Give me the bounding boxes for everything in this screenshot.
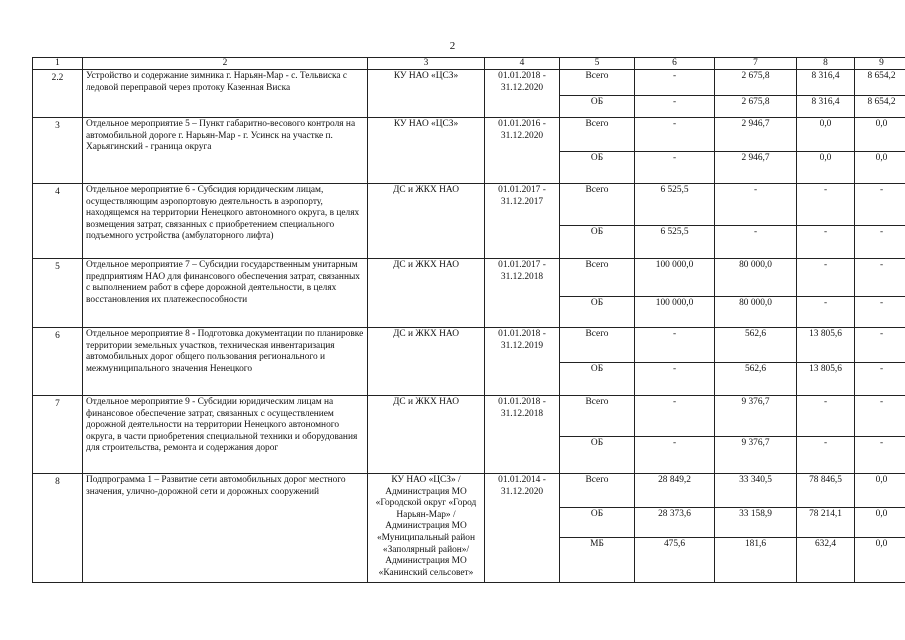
value-col7: 562,6 [715, 328, 797, 363]
funding-source: ОБ [560, 508, 635, 538]
value-col8: 0,0 [797, 118, 855, 152]
row-number: 5 [33, 259, 83, 328]
funding-source: ОБ [560, 152, 635, 184]
table-row [33, 328, 905, 363]
value-col7: 33 340,5 [715, 474, 797, 508]
value-col8: - [797, 259, 855, 297]
header-cell: 7 [715, 58, 797, 70]
value-col6: - [635, 396, 715, 437]
table-row [33, 474, 905, 508]
value-col9: 0,0 [855, 508, 905, 538]
executor: ДС и ЖКХ НАО [368, 396, 485, 474]
header-cell: 5 [560, 58, 635, 70]
period: 01.01.2018 - 31.12.2019 [485, 328, 560, 396]
value-col8: - [797, 396, 855, 437]
value-col6: - [635, 96, 715, 118]
value-col8: 13 805,6 [797, 363, 855, 396]
value-col6: 100 000,0 [635, 297, 715, 328]
value-col9: - [855, 259, 905, 297]
header-cell: 2 [83, 58, 368, 70]
header-cell: 1 [33, 58, 83, 70]
value-col7: 33 158,9 [715, 508, 797, 538]
value-col6: 100 000,0 [635, 259, 715, 297]
header-cell: 3 [368, 58, 485, 70]
row-number: 8 [33, 474, 83, 583]
value-col8: 13 805,6 [797, 328, 855, 363]
header-cell: 4 [485, 58, 560, 70]
value-col7: 2 946,7 [715, 152, 797, 184]
executor: КУ НАО «ЦСЗ» [368, 70, 485, 118]
value-col7: 80 000,0 [715, 297, 797, 328]
table-row [33, 70, 905, 96]
measure-name: Устройство и содержание зимника г. Нарьян-Мар - с. Тельвиска с ледовой переправой через протоку Казенная Виска [83, 70, 368, 118]
value-col6: - [635, 437, 715, 474]
value-col6: - [635, 118, 715, 152]
value-col9: - [855, 363, 905, 396]
value-col7: - [715, 184, 797, 226]
table-row [33, 396, 905, 437]
value-col6: 6 525,5 [635, 184, 715, 226]
funding-source: Всего [560, 118, 635, 152]
period: 01.01.2018 - 31.12.2020 [485, 70, 560, 118]
value-col6: 475,6 [635, 538, 715, 583]
value-col8: 8 316,4 [797, 70, 855, 96]
value-col7: 9 376,7 [715, 396, 797, 437]
funding-source: ОБ [560, 297, 635, 328]
value-col6: - [635, 363, 715, 396]
funding-source: ОБ [560, 437, 635, 474]
period: 01.01.2018 - 31.12.2018 [485, 396, 560, 474]
period: 01.01.2016 - 31.12.2020 [485, 118, 560, 184]
value-col9: 0,0 [855, 152, 905, 184]
value-col9: - [855, 297, 905, 328]
value-col8: 632,4 [797, 538, 855, 583]
measure-name: Подпрограмма 1 – Развитие сети автомобильных дорог местного значения, улично-дорожной сети и дорожных сооружений [83, 474, 368, 583]
funding-source: ОБ [560, 96, 635, 118]
budget-table [32, 57, 905, 583]
funding-source: Всего [560, 396, 635, 437]
value-col9: 8 654,2 [855, 96, 905, 118]
measure-name: Отдельное мероприятие 6 - Субсидия юридическим лицам, осуществляющим аэропортовую деятельность в аэропорту, находящемся на территории Ненецкого автономного округа, в целях возмещения затрат, связанных с приобретением специального подъемного устройства (амбулаторного лифта) [83, 184, 368, 259]
funding-source: ОБ [560, 226, 635, 259]
value-col8: 0,0 [797, 152, 855, 184]
value-col6: - [635, 70, 715, 96]
executor: ДС и ЖКХ НАО [368, 259, 485, 328]
value-col8: - [797, 297, 855, 328]
header-cell: 9 [855, 58, 905, 70]
funding-source: Всего [560, 184, 635, 226]
header-row [33, 58, 905, 70]
funding-source: Всего [560, 474, 635, 508]
value-col6: 28 849,2 [635, 474, 715, 508]
period: 01.01.2014 - 31.12.2020 [485, 474, 560, 583]
executor: КУ НАО «ЦСЗ» /Администрация МО «Городской округ «Город Нарьян-Мар» / Администрация МО «Муниципальный район «Заполярный район»/ Администрация МО «Канинский сельсовет» [368, 474, 485, 583]
value-col7: 2 946,7 [715, 118, 797, 152]
value-col7: 562,6 [715, 363, 797, 396]
table-row [33, 118, 905, 152]
funding-source: Всего [560, 259, 635, 297]
value-col9: 8 654,2 [855, 70, 905, 96]
value-col8: 8 316,4 [797, 96, 855, 118]
value-col8: - [797, 184, 855, 226]
value-col9: - [855, 396, 905, 437]
executor: ДС и ЖКХ НАО [368, 184, 485, 259]
executor: КУ НАО «ЦСЗ» [368, 118, 485, 184]
header-cell: 6 [635, 58, 715, 70]
funding-source: Всего [560, 70, 635, 96]
header-cell: 8 [797, 58, 855, 70]
value-col9: 0,0 [855, 474, 905, 508]
value-col6: 6 525,5 [635, 226, 715, 259]
value-col8: 78 846,5 [797, 474, 855, 508]
period: 01.01.2017 - 31.12.2018 [485, 259, 560, 328]
value-col6: 28 373,6 [635, 508, 715, 538]
value-col9: - [855, 184, 905, 226]
measure-name: Отдельное мероприятие 8 - Подготовка документации по планировке территории земельных участков, техническая инвентаризация автомобильных дорог общего пользования регионального и межмуниципального значения Ненецкого [83, 328, 368, 396]
value-col7: 80 000,0 [715, 259, 797, 297]
value-col7: 2 675,8 [715, 96, 797, 118]
funding-source: Всего [560, 328, 635, 363]
value-col8: - [797, 226, 855, 259]
value-col7: 2 675,8 [715, 70, 797, 96]
row-number: 2.2 [33, 70, 83, 118]
value-col8: - [797, 437, 855, 474]
measure-name: Отдельное мероприятие 7 – Субсидии государственным унитарным предприятиям НАО для финансового обеспечения затрат, связанных с выполнением работ в сфере дорожной деятельности, в целях восстановления их платежеспособности [83, 259, 368, 328]
executor: ДС и ЖКХ НАО [368, 328, 485, 396]
table-row [33, 184, 905, 226]
value-col9: 0,0 [855, 538, 905, 583]
value-col9: 0,0 [855, 118, 905, 152]
value-col7: 9 376,7 [715, 437, 797, 474]
funding-source: ОБ [560, 363, 635, 396]
value-col9: - [855, 328, 905, 363]
row-number: 7 [33, 396, 83, 474]
page-number: 2 [449, 40, 456, 52]
row-number: 4 [33, 184, 83, 259]
value-col9: - [855, 226, 905, 259]
period: 01.01.2017 - 31.12.2017 [485, 184, 560, 259]
funding-source: МБ [560, 538, 635, 583]
value-col8: 78 214,1 [797, 508, 855, 538]
value-col7: 181,6 [715, 538, 797, 583]
row-number: 3 [33, 118, 83, 184]
value-col6: - [635, 328, 715, 363]
table-row [33, 259, 905, 297]
measure-name: Отдельное мероприятие 9 - Субсидии юридическим лицам на финансовое обеспечение затрат, связанных с осуществлением дорожной деятельности на территории Ненецкого автономного округа, в части приобретения специальной техники и оборудования для строительства, ремонта и содержания дорог [83, 396, 368, 474]
value-col6: - [635, 152, 715, 184]
row-number: 6 [33, 328, 83, 396]
measure-name: Отдельное мероприятие 5 – Пункт габаритно-весового контроля на автомобильной дороге г. Нарьян-Мар - г. Усинск на участке п. Харьягинский - граница округа [83, 118, 368, 184]
value-col9: - [855, 437, 905, 474]
value-col7: - [715, 226, 797, 259]
